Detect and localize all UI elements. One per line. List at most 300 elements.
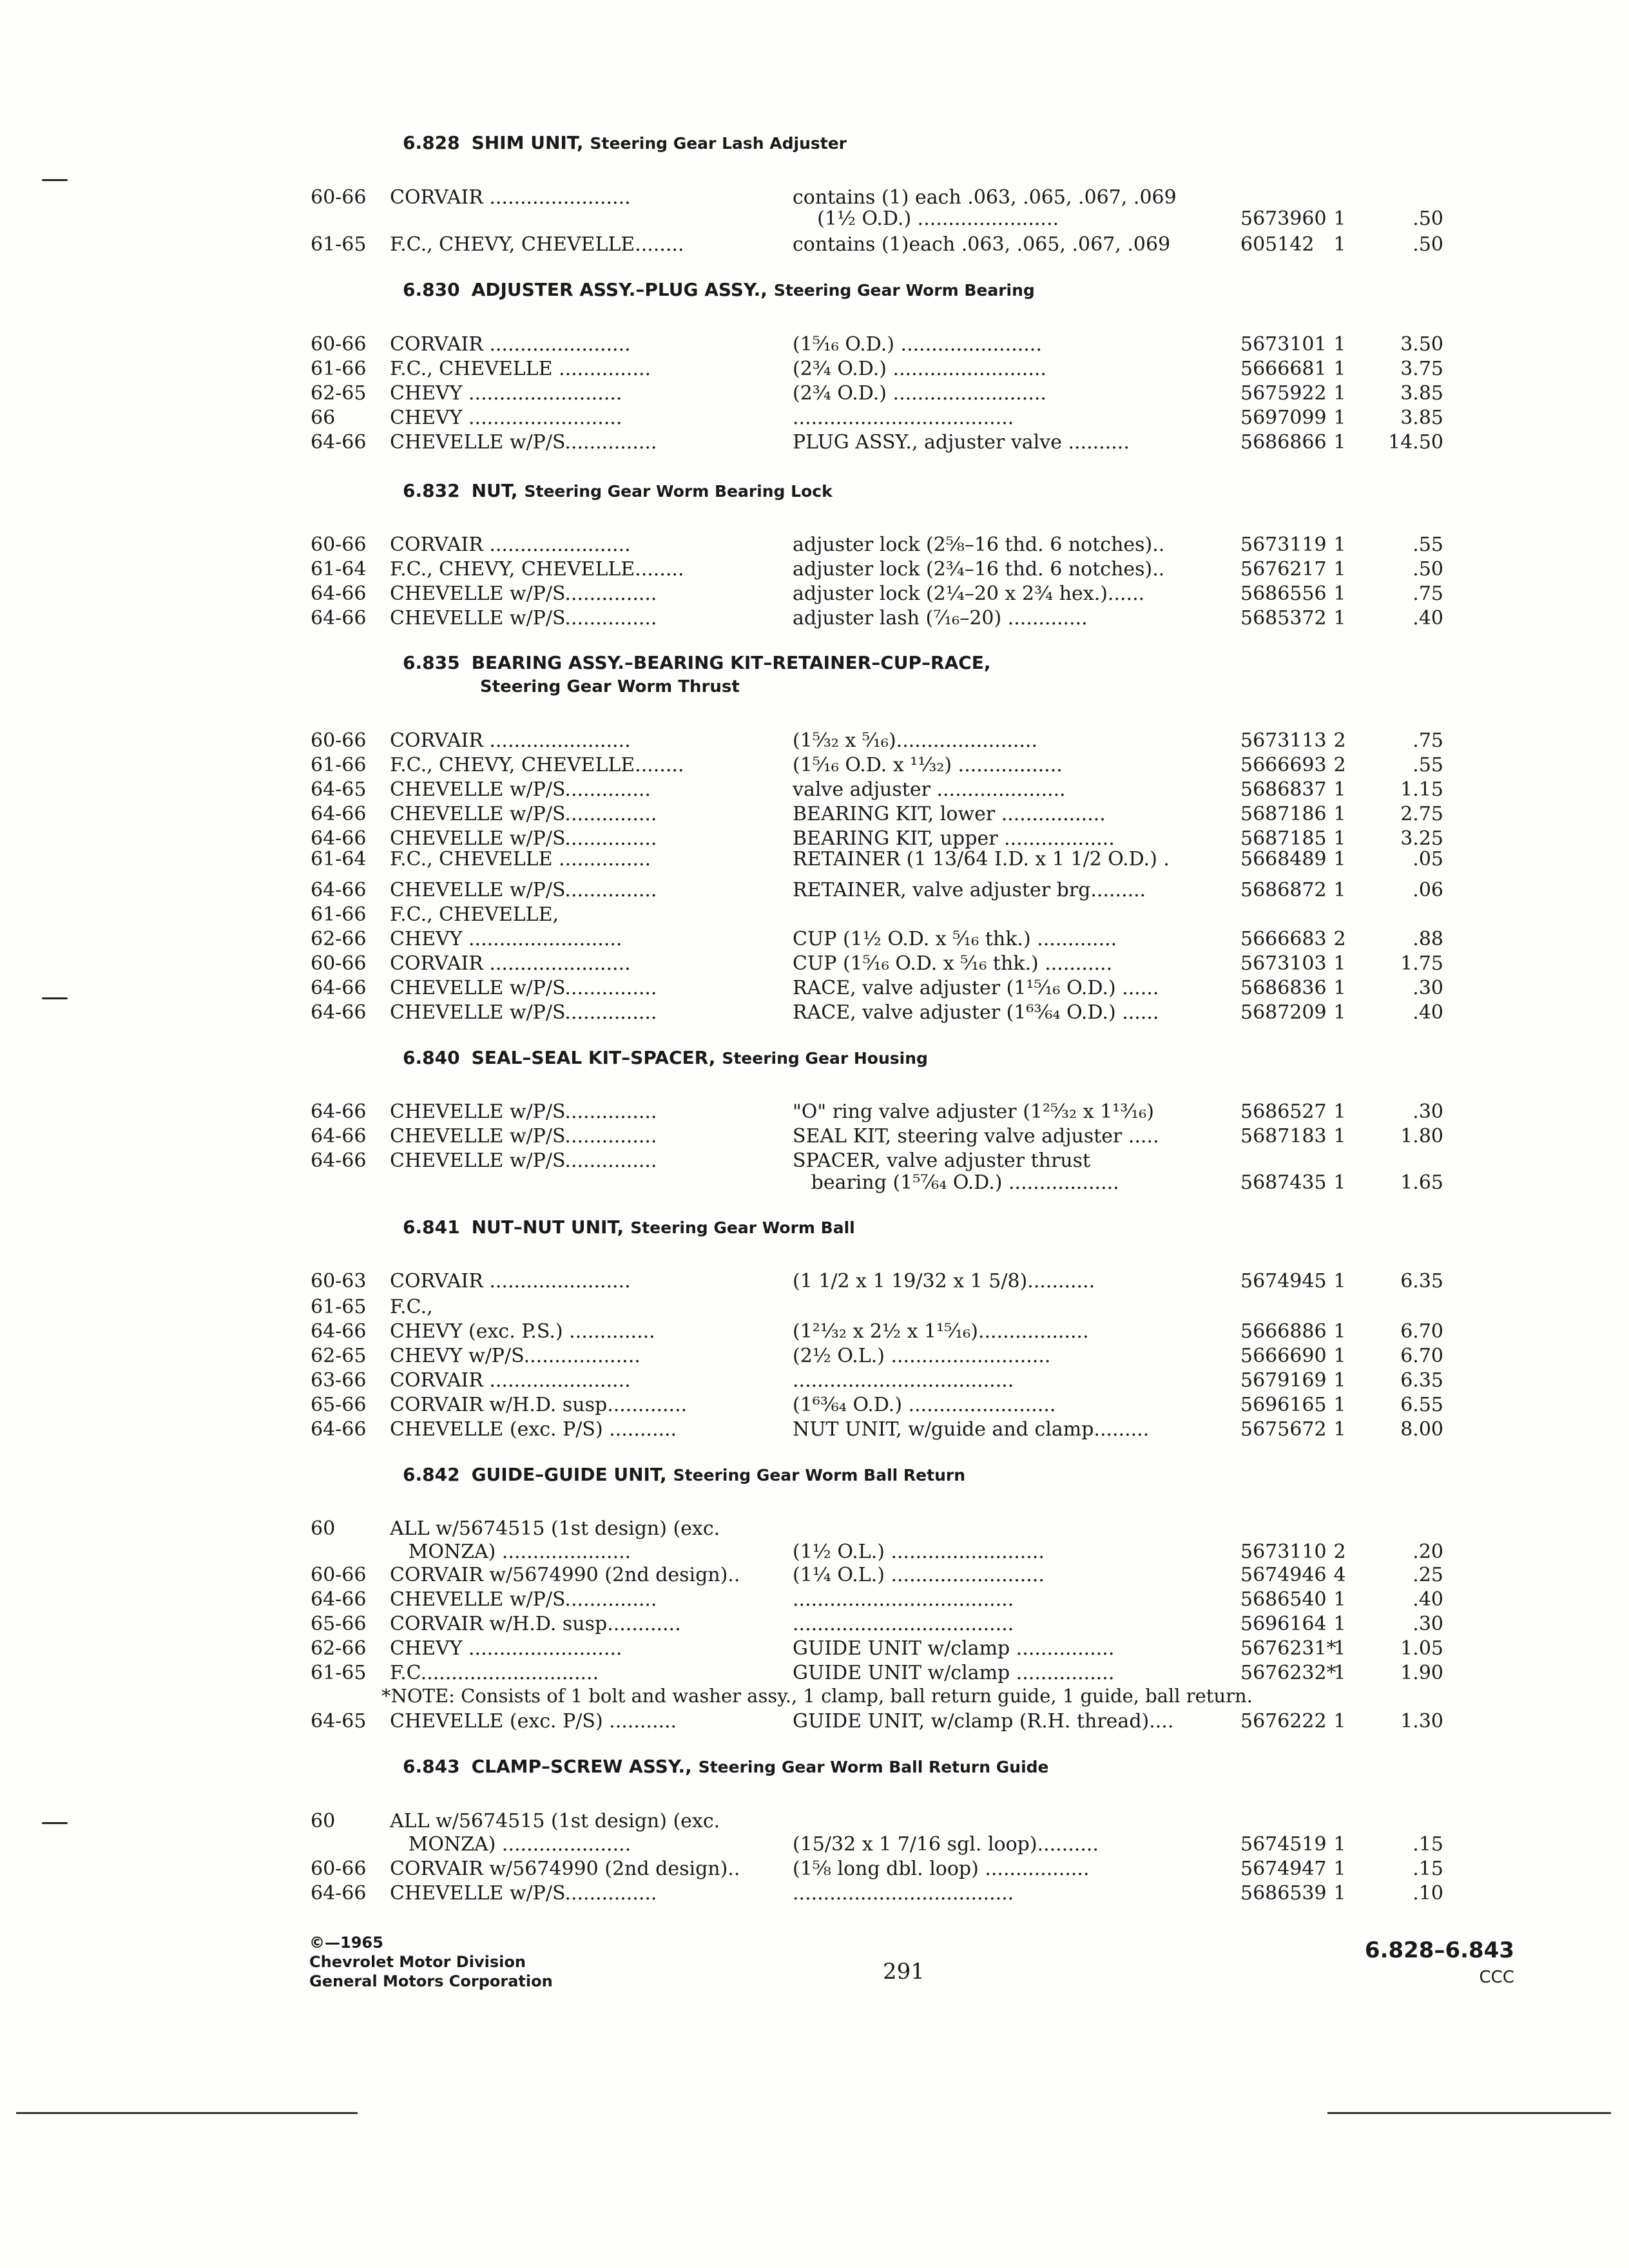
price-cell: 14.50	[1388, 431, 1443, 454]
part-number-cell: 5666681	[1240, 358, 1327, 380]
price-cell: .75	[1412, 729, 1443, 752]
price-cell: 1.30	[1400, 1710, 1443, 1733]
years-cell: 60-63	[311, 1270, 367, 1293]
model-cell: CHEVELLE (exc. P/S) ...........	[390, 1710, 677, 1733]
part-number-cell: 5668489	[1240, 848, 1327, 870]
part-number-cell: 5666690	[1240, 1345, 1327, 1367]
quantity-cell: 1	[1333, 607, 1346, 629]
copyright: ©—1965	[309, 1934, 383, 1952]
model-cell: F.C.,	[390, 1296, 433, 1318]
description-cell: adjuster lock (2¾–16 thd. 6 notches)..	[793, 558, 1165, 581]
section-subject: Steering Gear Housing	[722, 1049, 928, 1068]
part-number-cell: 5675672	[1240, 1418, 1327, 1441]
part-number-cell: 5687185	[1240, 827, 1327, 850]
part-number-cell: 5686872	[1240, 879, 1327, 901]
price-cell: .88	[1412, 928, 1443, 950]
section-subtitle: Steering Gear Worm Thrust	[480, 677, 740, 697]
price-cell: 1.90	[1400, 1662, 1443, 1684]
years-cell: 61-66	[311, 903, 367, 926]
description-cell: (1⅝ long dbl. loop) .................	[793, 1858, 1090, 1880]
years-cell: 64-66	[311, 879, 367, 901]
price-cell: .40	[1412, 1588, 1443, 1611]
years-cell: 64-66	[311, 827, 367, 850]
model-cell: CHEVY .........................	[390, 928, 622, 950]
description-cell: adjuster lock (2⅝–16 thd. 6 notches)..	[793, 533, 1165, 556]
corporation-name: General Motors Corporation	[309, 1972, 553, 1990]
quantity-cell: 1	[1333, 1171, 1346, 1194]
description-cell: (1½ O.L.) .........................	[793, 1541, 1045, 1563]
price-cell: 1.65	[1400, 1171, 1443, 1194]
quantity-cell: 1	[1333, 1418, 1346, 1441]
years-cell: 62-65	[311, 1345, 367, 1367]
description-cell: RETAINER, valve adjuster brg.........	[793, 879, 1146, 901]
section-heading	[403, 480, 833, 503]
quantity-cell: 1	[1333, 1662, 1346, 1684]
part-number-cell: 5687435	[1240, 1171, 1327, 1194]
part-number-cell: 5697099	[1240, 407, 1327, 429]
quantity-cell: 1	[1333, 382, 1346, 405]
part-number-cell: 5686866	[1240, 431, 1327, 454]
years-cell: 66	[311, 407, 336, 429]
model-cell: CORVAIR .......................	[390, 952, 631, 975]
part-number-cell: 5673119	[1240, 533, 1327, 556]
price-cell: 2.75	[1400, 803, 1443, 825]
price-cell: 6.55	[1400, 1394, 1443, 1416]
description-cell: (2¾ O.D.) .........................	[793, 358, 1046, 380]
years-cell: 64-66	[311, 1882, 367, 1905]
section-heading	[403, 1756, 1049, 1778]
price-cell: .40	[1412, 1001, 1443, 1024]
part-number-cell: 5676232*	[1240, 1662, 1336, 1684]
model-cell: CHEVELLE w/P/S...............	[390, 1100, 657, 1123]
years-cell: 61-64	[311, 848, 367, 870]
description-cell: ....................................	[793, 407, 1014, 429]
model-cell: CORVAIR w/H.D. susp............	[390, 1613, 681, 1635]
part-number-cell: 5676217	[1240, 558, 1327, 581]
section-title: GUIDE–GUIDE UNIT,	[471, 1464, 667, 1485]
quantity-cell: 1	[1333, 848, 1346, 870]
model-cell: CHEVY (exc. P.S.) ..............	[390, 1320, 655, 1343]
model-cell: CHEVELLE w/P/S...............	[390, 431, 657, 454]
price-cell: 3.25	[1400, 827, 1443, 850]
model-cell: CHEVELLE w/P/S...............	[390, 607, 657, 629]
part-number-cell: 5666693	[1240, 754, 1327, 776]
model-cell: ALL w/5674515 (1st design) (exc.	[390, 1517, 720, 1540]
quantity-cell: 1	[1333, 233, 1346, 256]
description-cell: (1½ O.D.) .......................	[793, 207, 1059, 230]
price-cell: .06	[1412, 879, 1443, 901]
quantity-cell: 4	[1333, 1564, 1346, 1586]
price-cell: 3.85	[1400, 382, 1443, 405]
quantity-cell: 1	[1333, 431, 1346, 454]
description-cell: ....................................	[793, 1369, 1014, 1392]
model-cell: CHEVELLE w/P/S..............	[390, 778, 651, 801]
quantity-cell: 1	[1333, 1100, 1346, 1123]
section-heading	[403, 279, 1035, 302]
quantity-cell: 2	[1333, 754, 1346, 776]
description-cell: (1⁵⁄₁₆ O.D.) .......................	[793, 333, 1042, 356]
quantity-cell: 1	[1333, 1270, 1346, 1293]
quantity-cell: 1	[1333, 358, 1346, 380]
part-number-cell: 5687186	[1240, 803, 1327, 825]
model-cell: F.C., CHEVY, CHEVELLE........	[390, 233, 684, 256]
part-number-cell: 5673103	[1240, 952, 1327, 975]
model-cell: F.C., CHEVELLE,	[390, 903, 559, 926]
model-cell: F.C., CHEVY, CHEVELLE........	[390, 754, 684, 776]
description-cell: BEARING KIT, upper ..................	[793, 827, 1115, 850]
bottom-rule	[16, 2112, 358, 2114]
description-cell: GUIDE UNIT w/clamp ................	[793, 1637, 1115, 1660]
model-cell: F.C., CHEVELLE ...............	[390, 358, 651, 380]
part-number-cell: 5676222	[1240, 1710, 1327, 1733]
years-cell: 65-66	[311, 1394, 367, 1416]
quantity-cell: 2	[1333, 729, 1346, 752]
section-title: SHIM UNIT,	[471, 132, 584, 153]
description-cell: contains (1) each .063, .065, .067, .069	[793, 186, 1177, 209]
model-cell: CHEVY .........................	[390, 382, 622, 405]
part-number-cell: 5679169	[1240, 1369, 1327, 1392]
description-cell: PLUG ASSY., adjuster valve ..........	[793, 431, 1130, 454]
quantity-cell: 1	[1333, 1588, 1346, 1611]
model-cell: CHEVELLE w/P/S...............	[390, 1001, 657, 1024]
quantity-cell: 1	[1333, 827, 1346, 850]
quantity-cell: 1	[1333, 207, 1346, 230]
model-cell: CORVAIR w/H.D. susp.............	[390, 1394, 688, 1416]
years-cell: 60-66	[311, 1564, 367, 1586]
years-cell: 61-64	[311, 558, 367, 581]
part-number-cell: 5674945	[1240, 1270, 1327, 1293]
years-cell: 62-66	[311, 1637, 367, 1660]
part-number-cell: 5673110	[1240, 1541, 1327, 1563]
years-cell: 63-66	[311, 1369, 367, 1392]
description-cell: contains (1)each .063, .065, .067, .069	[793, 233, 1171, 256]
model-cell: CHEVY w/P/S...................	[390, 1345, 641, 1367]
part-number-cell: 5687209	[1240, 1001, 1327, 1024]
part-number-cell: 5674519	[1240, 1833, 1327, 1856]
quantity-cell: 1	[1333, 1394, 1346, 1416]
margin-mark	[42, 179, 68, 181]
quantity-cell: 1	[1333, 1637, 1346, 1660]
price-cell: 6.70	[1400, 1320, 1443, 1343]
section-number: 6.843	[403, 1756, 460, 1777]
years-cell: 64-66	[311, 977, 367, 999]
price-cell: 1.15	[1400, 778, 1443, 801]
model-cell: CHEVELLE w/P/S...............	[390, 1882, 657, 1905]
description-cell: (2¾ O.D.) .........................	[793, 382, 1046, 405]
price-cell: .75	[1412, 582, 1443, 605]
model-cell: CORVAIR .......................	[390, 729, 631, 752]
section-heading	[403, 1047, 928, 1070]
years-cell: 64-66	[311, 1100, 367, 1123]
model-cell: CHEVELLE w/P/S...............	[390, 827, 657, 850]
model-cell: CHEVELLE w/P/S...............	[390, 1588, 657, 1611]
part-number-cell: 5685372	[1240, 607, 1327, 629]
section-title: SEAL–SEAL KIT–SPACER,	[471, 1047, 716, 1068]
years-cell: 64-66	[311, 1588, 367, 1611]
years-cell: 64-66	[311, 431, 367, 454]
model-cell: CORVAIR .......................	[390, 1369, 631, 1392]
description-cell: SPACER, valve adjuster thrust	[793, 1149, 1091, 1172]
price-cell: .15	[1412, 1858, 1443, 1880]
price-cell: 6.70	[1400, 1345, 1443, 1367]
model-cell: F.C., CHEVELLE ...............	[390, 848, 651, 870]
price-cell: 8.00	[1400, 1418, 1443, 1441]
description-cell: (15/32 x 1 7/16 sgl. loop)..........	[793, 1833, 1099, 1856]
model-cell: CHEVY .........................	[390, 1637, 622, 1660]
years-cell: 60-66	[311, 952, 367, 975]
quantity-cell: 1	[1333, 977, 1346, 999]
catalog-code: CCC	[1479, 1968, 1514, 1987]
quantity-cell: 1	[1333, 582, 1346, 605]
price-cell: 1.75	[1400, 952, 1443, 975]
years-cell: 64-66	[311, 1001, 367, 1024]
section-subject: Steering Gear Worm Ball Return Guide	[698, 1758, 1049, 1776]
description-cell: CUP (1⁵⁄₁₆ O.D. x ⁵⁄₁₆ thk.) ...........	[793, 952, 1113, 975]
price-cell: .15	[1412, 1833, 1443, 1856]
years-cell: 64-66	[311, 1418, 367, 1441]
section-subject: Steering Gear Lash Adjuster	[590, 134, 847, 153]
part-number-cell: 5673113	[1240, 729, 1327, 752]
description-cell: (1¼ O.L.) .........................	[793, 1564, 1045, 1586]
description-cell: GUIDE UNIT w/clamp ................	[793, 1662, 1115, 1684]
model-cell: CHEVELLE w/P/S...............	[390, 879, 657, 901]
part-number-cell: 5676231*	[1240, 1637, 1336, 1660]
model-cell: CHEVELLE w/P/S...............	[390, 1149, 657, 1172]
years-cell: 62-65	[311, 382, 367, 405]
model-cell: CHEVELLE w/P/S...............	[390, 582, 657, 605]
description-cell: (1²¹⁄₃₂ x 2½ x 1¹⁵⁄₁₆)..................	[793, 1320, 1089, 1343]
description-cell: (1 1/2 x 1 19/32 x 1 5/8)...........	[793, 1270, 1095, 1293]
model-cell: CHEVY .........................	[390, 407, 622, 429]
section-number: 6.830	[403, 279, 460, 300]
quantity-cell: 1	[1333, 1320, 1346, 1343]
quantity-cell: 2	[1333, 928, 1346, 950]
section-number: 6.840	[403, 1047, 460, 1068]
section-number: 6.835	[403, 652, 460, 673]
quantity-cell: 1	[1333, 952, 1346, 975]
price-cell: .30	[1412, 977, 1443, 999]
section-title: ADJUSTER ASSY.–PLUG ASSY.,	[471, 279, 767, 300]
price-cell: .50	[1412, 207, 1443, 230]
description-cell: GUIDE UNIT, w/clamp (R.H. thread)....	[793, 1710, 1174, 1733]
years-cell: 64-65	[311, 1710, 367, 1733]
model-cell: CHEVELLE w/P/S...............	[390, 977, 657, 999]
price-cell: .40	[1412, 607, 1443, 629]
years-cell: 64-66	[311, 1320, 367, 1343]
section-range: 6.828–6.843	[1364, 1937, 1514, 1963]
years-cell: 64-66	[311, 1125, 367, 1148]
model-cell: CORVAIR w/5674990 (2nd design)..	[390, 1564, 740, 1586]
price-cell: .20	[1412, 1541, 1443, 1563]
part-number-cell: 5696165	[1240, 1394, 1327, 1416]
part-number-cell: 5675922	[1240, 382, 1327, 405]
section-subject: Steering Gear Worm Ball	[630, 1218, 855, 1237]
years-cell: 61-65	[311, 233, 367, 256]
part-number-cell: 5686527	[1240, 1100, 1327, 1123]
description-cell: (1⁶³⁄₆₄ O.D.) ........................	[793, 1394, 1056, 1416]
part-number-cell: 5674947	[1240, 1858, 1327, 1880]
section-title: NUT,	[471, 480, 518, 501]
years-cell: 65-66	[311, 1613, 367, 1635]
description-cell: CUP (1½ O.D. x ⁵⁄₁₆ thk.) .............	[793, 928, 1117, 950]
description-cell: "O" ring valve adjuster (1²⁵⁄₃₂ x 1¹³⁄₁₆)	[793, 1100, 1154, 1123]
price-cell: 1.80	[1400, 1125, 1443, 1148]
price-cell: .25	[1412, 1564, 1443, 1586]
price-cell: 3.75	[1400, 358, 1443, 380]
years-cell: 64-66	[311, 582, 367, 605]
description-cell: (1⁵⁄₃₂ x ⁵⁄₁₆).......................	[793, 729, 1037, 752]
description-cell: ....................................	[793, 1882, 1014, 1905]
model-cell: F.C., CHEVY, CHEVELLE........	[390, 558, 684, 581]
section-heading	[403, 1464, 965, 1486]
section-heading	[403, 652, 998, 675]
section-number: 6.832	[403, 480, 460, 501]
quantity-cell: 1	[1333, 879, 1346, 901]
margin-mark	[42, 997, 68, 999]
model-cell: CHEVELLE w/P/S...............	[390, 803, 657, 825]
quantity-cell: 1	[1333, 558, 1346, 581]
years-cell: 61-65	[311, 1662, 367, 1684]
years-cell: 60-66	[311, 333, 367, 356]
footnote: *NOTE: Consists of 1 bolt and washer assy., 1 clamp, ball return guide, 1 guide, ball return.	[381, 1685, 1253, 1707]
years-cell: 61-66	[311, 358, 367, 380]
quantity-cell: 1	[1333, 803, 1346, 825]
part-number-cell: 5686837	[1240, 778, 1327, 801]
page-number: 291	[883, 1959, 925, 1984]
part-number-cell: 5686556	[1240, 582, 1327, 605]
model-cell: CORVAIR .......................	[390, 186, 631, 209]
description-cell: (1⁵⁄₁₆ O.D. x ¹¹⁄₃₂) .................	[793, 754, 1063, 776]
quantity-cell: 1	[1333, 1858, 1346, 1880]
quantity-cell: 1	[1333, 333, 1346, 356]
quantity-cell: 1	[1333, 1369, 1346, 1392]
description-cell: RACE, valve adjuster (1¹⁵⁄₁₆ O.D.) ......	[793, 977, 1159, 999]
description-cell: RACE, valve adjuster (1⁶³⁄₆₄ O.D.) ......	[793, 1001, 1159, 1024]
section-subject: Steering Gear Worm Ball Return	[673, 1466, 966, 1485]
part-number-cell: 5686539	[1240, 1882, 1327, 1905]
part-number-cell: 5696164	[1240, 1613, 1327, 1635]
model-cell: CORVAIR w/5674990 (2nd design)..	[390, 1858, 740, 1880]
price-cell: 3.50	[1400, 333, 1443, 356]
quantity-cell: 1	[1333, 407, 1346, 429]
model-cell: F.C.............................	[390, 1662, 599, 1684]
section-number: 6.841	[403, 1216, 460, 1238]
part-number-cell: 5686540	[1240, 1588, 1327, 1611]
model-cell: CORVAIR .......................	[390, 533, 631, 556]
part-number-cell: 5686836	[1240, 977, 1327, 999]
quantity-cell: 1	[1333, 1613, 1346, 1635]
part-number-cell: 5687183	[1240, 1125, 1327, 1148]
model-cell: CHEVELLE (exc. P/S) ...........	[390, 1418, 677, 1441]
quantity-cell: 1	[1333, 1710, 1346, 1733]
description-cell: (2½ O.L.) ..........................	[793, 1345, 1051, 1367]
section-heading	[403, 1216, 855, 1239]
years-cell: 60-66	[311, 186, 367, 209]
publisher-block	[309, 1933, 553, 1991]
quantity-cell: 1	[1333, 1125, 1346, 1148]
quantity-cell: 1	[1333, 1833, 1346, 1856]
years-cell: 60-66	[311, 533, 367, 556]
section-range-block	[1365, 1936, 1514, 1990]
description-cell: NUT UNIT, w/guide and clamp.........	[793, 1418, 1150, 1441]
part-number-cell: 5673101	[1240, 333, 1327, 356]
model-cell: CORVAIR .......................	[390, 333, 631, 356]
section-number: 6.828	[403, 132, 460, 153]
quantity-cell: 1	[1333, 533, 1346, 556]
section-subject: Steering Gear Worm Bearing Lock	[524, 482, 833, 501]
years-cell: 64-66	[311, 607, 367, 629]
division-name: Chevrolet Motor Division	[309, 1953, 526, 1971]
part-number-cell: 605142	[1240, 233, 1315, 256]
price-cell: 6.35	[1400, 1270, 1443, 1293]
quantity-cell: 1	[1333, 1882, 1346, 1905]
section-title: BEARING ASSY.–BEARING KIT–RETAINER–CUP–RACE,	[471, 652, 991, 673]
price-cell: .30	[1412, 1100, 1443, 1123]
quantity-cell: 1	[1333, 778, 1346, 801]
years-cell: 61-66	[311, 754, 367, 776]
quantity-cell: 1	[1333, 1001, 1346, 1024]
part-number-cell: 5666886	[1240, 1320, 1327, 1343]
description-cell: bearing (1⁵⁷⁄₆₄ O.D.) ..................	[793, 1171, 1119, 1194]
years-cell: 60	[311, 1810, 336, 1832]
section-subject: Steering Gear Worm Bearing	[773, 281, 1035, 300]
years-cell: 60-66	[311, 729, 367, 752]
years-cell: 60	[311, 1517, 336, 1540]
section-heading	[403, 132, 847, 155]
description-cell: valve adjuster .....................	[793, 778, 1066, 801]
description-cell: adjuster lash (⁷⁄₁₆–20) .............	[793, 607, 1088, 629]
years-cell: 62-66	[311, 928, 367, 950]
description-cell: ....................................	[793, 1588, 1014, 1611]
price-cell: .55	[1412, 533, 1443, 556]
section-title: NUT–NUT UNIT,	[471, 1216, 624, 1238]
description-cell: ....................................	[793, 1613, 1014, 1635]
quantity-cell: 2	[1333, 1541, 1346, 1563]
quantity-cell: 1	[1333, 1345, 1346, 1367]
section-title: CLAMP–SCREW ASSY.,	[471, 1756, 692, 1777]
margin-mark	[42, 1822, 68, 1824]
price-cell: .55	[1412, 754, 1443, 776]
price-cell: 1.05	[1400, 1637, 1443, 1660]
price-cell: .30	[1412, 1613, 1443, 1635]
price-cell: 6.35	[1400, 1369, 1443, 1392]
model-cell: MONZA) .....................	[390, 1541, 631, 1563]
model-cell: CORVAIR .......................	[390, 1270, 631, 1293]
part-number-cell: 5673960	[1240, 207, 1327, 230]
model-cell: CHEVELLE w/P/S...............	[390, 1125, 657, 1148]
model-cell: MONZA) .....................	[390, 1833, 631, 1856]
years-cell: 60-66	[311, 1858, 367, 1880]
years-cell: 64-66	[311, 803, 367, 825]
part-number-cell: 5666683	[1240, 928, 1327, 950]
description-cell: SEAL KIT, steering valve adjuster .....	[793, 1125, 1159, 1148]
description-cell: BEARING KIT, lower .................	[793, 803, 1106, 825]
price-cell: .10	[1412, 1882, 1443, 1905]
bottom-rule	[1327, 2112, 1611, 2114]
description-cell: adjuster lock (2¼–20 x 2¾ hex.)......	[793, 582, 1145, 605]
price-cell: 3.85	[1400, 407, 1443, 429]
years-cell: 64-65	[311, 778, 367, 801]
section-number: 6.842	[403, 1464, 460, 1485]
part-number-cell: 5674946	[1240, 1564, 1327, 1586]
model-cell: ALL w/5674515 (1st design) (exc.	[390, 1810, 720, 1832]
price-cell: .50	[1412, 558, 1443, 581]
years-cell: 61-65	[311, 1296, 367, 1318]
description-cell: RETAINER (1 13/64 I.D. x 1 1/2 O.D.) .	[793, 848, 1170, 870]
price-cell: .50	[1412, 233, 1443, 256]
price-cell: .05	[1412, 848, 1443, 870]
years-cell: 64-66	[311, 1149, 367, 1172]
